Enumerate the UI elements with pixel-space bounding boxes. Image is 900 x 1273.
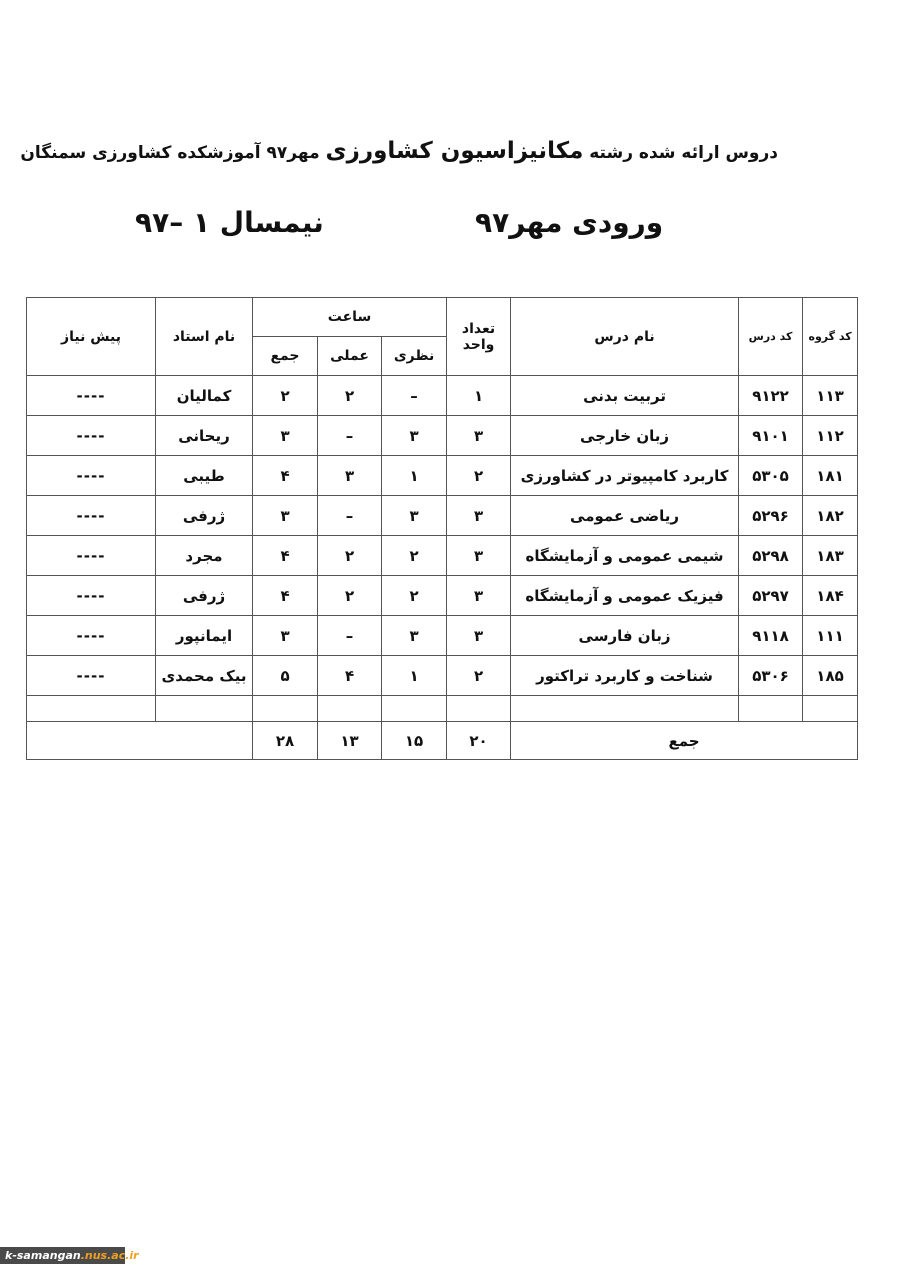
empty-cell: [739, 696, 803, 722]
cell-code: ۵۲۹۸: [739, 536, 803, 576]
cell-theory: ۲: [382, 576, 447, 616]
cell-total: ۳: [253, 416, 318, 456]
cell-prereq: ----: [27, 616, 156, 656]
empty-row: [27, 696, 858, 722]
cell-prereq: ----: [27, 416, 156, 456]
cell-units: ۲: [447, 656, 511, 696]
empty-cell: [27, 696, 156, 722]
empty-cell: [803, 696, 858, 722]
cell-prereq: ----: [27, 376, 156, 416]
cell-name: تربیت بدنی: [511, 376, 739, 416]
total-theory: ۱۵: [382, 722, 447, 760]
table-row: [27, 496, 858, 536]
cell-units: ۳: [447, 496, 511, 536]
cell-prereq: ----: [27, 496, 156, 536]
cell-instructor: ریحانی: [156, 416, 253, 456]
cell-units: ۳: [447, 616, 511, 656]
cell-prereq: ----: [27, 456, 156, 496]
watermark-domain: k-samangan: [5, 1249, 81, 1262]
cell-instructor: ژرفی: [156, 576, 253, 616]
cell-group: ۱۸۴: [803, 576, 858, 616]
document-title: [20, 138, 778, 164]
total-units: ۲۰: [447, 722, 511, 760]
cell-practical: ۲: [318, 536, 382, 576]
cell-units: ۳: [447, 536, 511, 576]
table-row: [27, 656, 858, 696]
cell-theory: ۱: [382, 656, 447, 696]
watermark-suffix: .nus.ac.ir: [80, 1249, 139, 1262]
header-units: تعداد واحد: [447, 298, 511, 376]
cell-total: ۵: [253, 656, 318, 696]
cell-practical: ۴: [318, 656, 382, 696]
cell-practical: ۳: [318, 456, 382, 496]
cell-group: ۱۸۲: [803, 496, 858, 536]
cell-group: ۱۱۱: [803, 616, 858, 656]
cell-theory: ۳: [382, 616, 447, 656]
cell-theory: –: [382, 376, 447, 416]
cell-units: ۱: [447, 376, 511, 416]
header-course-name: نام درس: [511, 298, 739, 376]
cell-instructor: کمالیان: [156, 376, 253, 416]
cell-code: ۵۳۰۶: [739, 656, 803, 696]
semester-label: نیمسال ۱ –۹۷: [135, 206, 324, 239]
cell-total: ۳: [253, 616, 318, 656]
entry-label: ورودی مهر۹۷: [475, 206, 664, 239]
total-label: جمع: [511, 722, 858, 760]
total-total: ۲۸: [253, 722, 318, 760]
cell-units: ۲: [447, 456, 511, 496]
cell-practical: –: [318, 496, 382, 536]
cell-code: ۵۲۹۷: [739, 576, 803, 616]
cell-practical: –: [318, 616, 382, 656]
total-practical: ۱۳: [318, 722, 382, 760]
empty-cell: [253, 696, 318, 722]
cell-group: ۱۸۳: [803, 536, 858, 576]
cell-practical: –: [318, 416, 382, 456]
title-major: مکانیزاسیون کشاورزی: [325, 138, 584, 164]
cell-group: ۱۸۵: [803, 656, 858, 696]
cell-theory: ۳: [382, 416, 447, 456]
cell-practical: ۲: [318, 376, 382, 416]
cell-name: کاربرد کامپیوتر در کشاورزی: [511, 456, 739, 496]
empty-cell: [447, 696, 511, 722]
title-suffix: مهر۹۷ آموزشکده کشاورزی سمنگان: [20, 143, 326, 163]
cell-instructor: مجرد: [156, 536, 253, 576]
empty-cell: [382, 696, 447, 722]
cell-instructor: طیبی: [156, 456, 253, 496]
cell-instructor: ایمانپور: [156, 616, 253, 656]
cell-name: زبان خارجی: [511, 416, 739, 456]
cell-units: ۳: [447, 416, 511, 456]
table-row: [27, 456, 858, 496]
cell-code: ۵۳۰۵: [739, 456, 803, 496]
cell-practical: ۲: [318, 576, 382, 616]
header-course-code: کد درس: [739, 298, 803, 376]
cell-total: ۳: [253, 496, 318, 536]
total-blank: [27, 722, 253, 760]
header-practical: عملی: [318, 337, 382, 376]
cell-group: ۱۸۱: [803, 456, 858, 496]
cell-instructor: ژرفی: [156, 496, 253, 536]
header-group-code: کد گروه: [803, 298, 858, 376]
cell-name: زبان فارسی: [511, 616, 739, 656]
header-prerequisite: پیش نیاز: [27, 298, 156, 376]
cell-prereq: ----: [27, 536, 156, 576]
cell-name: ریاضی عمومی: [511, 496, 739, 536]
cell-theory: ۱: [382, 456, 447, 496]
cell-name: شناخت و کاربرد تراکتور: [511, 656, 739, 696]
website-watermark: [0, 1247, 139, 1264]
cell-instructor: بیک محمدی: [156, 656, 253, 696]
cell-total: ۲: [253, 376, 318, 416]
cell-name: شیمی عمومی و آزمایشگاه: [511, 536, 739, 576]
table-row: [27, 576, 858, 616]
table-row: [27, 416, 858, 456]
cell-name: فیزیک عمومی و آزمایشگاه: [511, 576, 739, 616]
title-prefix: دروس ارائه شده رشته: [583, 143, 778, 163]
cell-total: ۴: [253, 536, 318, 576]
cell-prereq: ----: [27, 576, 156, 616]
header-total: جمع: [253, 337, 318, 376]
cell-code: ۹۱۲۲: [739, 376, 803, 416]
cell-code: ۹۱۰۱: [739, 416, 803, 456]
cell-group: ۱۱۲: [803, 416, 858, 456]
header-instructor: نام استاد: [156, 298, 253, 376]
table-row: [27, 376, 858, 416]
cell-theory: ۲: [382, 536, 447, 576]
cell-total: ۴: [253, 576, 318, 616]
header-theory: نظری: [382, 337, 447, 376]
cell-code: ۹۱۱۸: [739, 616, 803, 656]
cell-code: ۵۲۹۶: [739, 496, 803, 536]
table-row: [27, 536, 858, 576]
empty-cell: [156, 696, 253, 722]
cell-group: ۱۱۳: [803, 376, 858, 416]
empty-cell: [318, 696, 382, 722]
cell-units: ۳: [447, 576, 511, 616]
empty-cell: [511, 696, 739, 722]
cell-total: ۴: [253, 456, 318, 496]
cell-theory: ۳: [382, 496, 447, 536]
totals-row: [27, 722, 858, 760]
course-table: [26, 297, 858, 760]
header-hours: ساعت: [253, 298, 447, 337]
table-row: [27, 616, 858, 656]
cell-prereq: ----: [27, 656, 156, 696]
